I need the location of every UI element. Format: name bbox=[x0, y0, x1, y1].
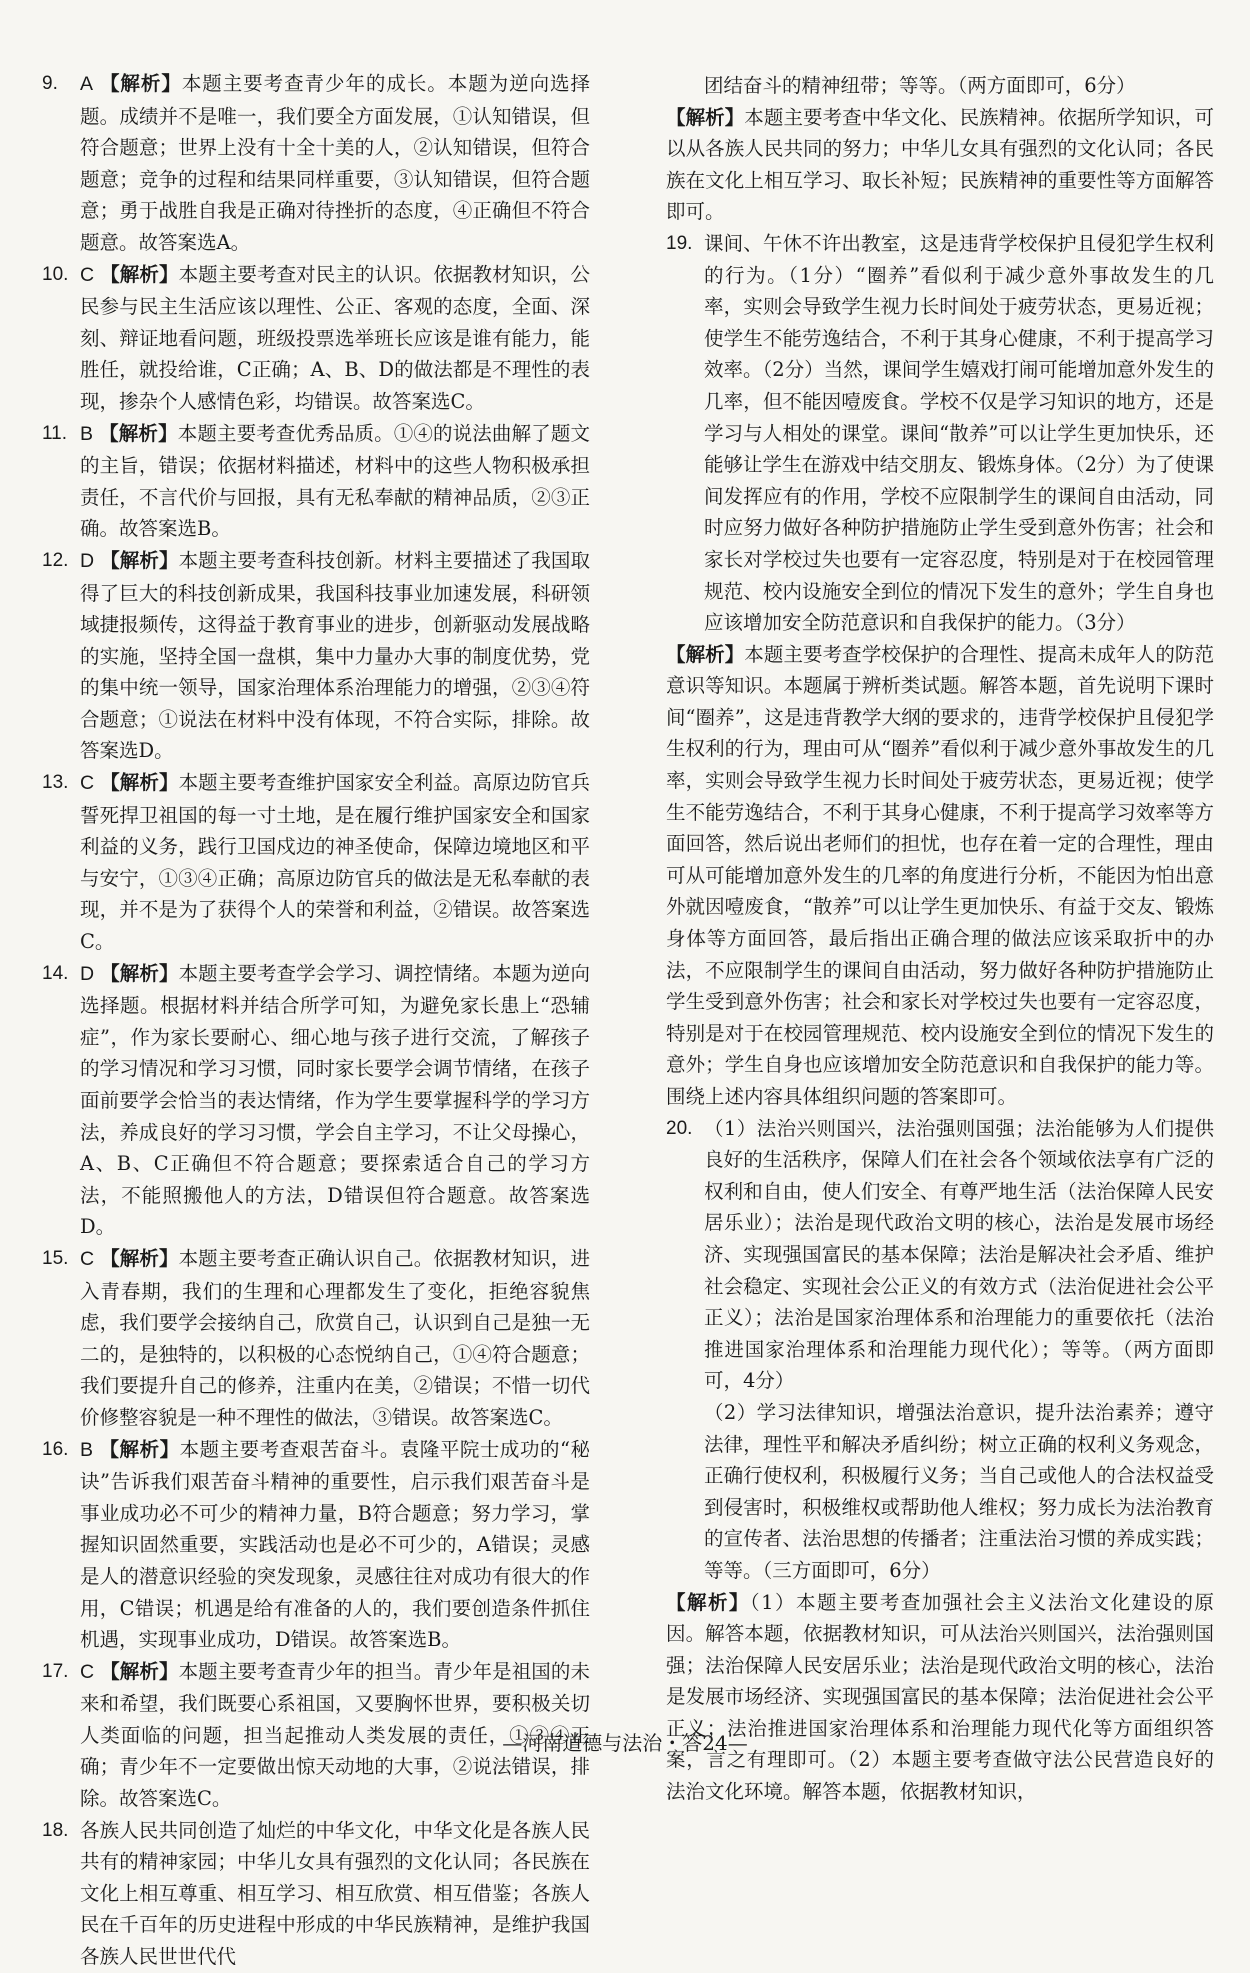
analysis-paragraph bbox=[666, 102, 1214, 228]
question-number: 20. bbox=[666, 1117, 693, 1139]
answer-letter: D bbox=[80, 549, 95, 572]
analysis-tag: 【解析】 bbox=[666, 1590, 750, 1614]
question-number: 16. bbox=[42, 1438, 69, 1460]
continued-text bbox=[666, 70, 1214, 102]
question-number: 19. bbox=[666, 232, 693, 254]
analysis-tag: 【解析】 bbox=[100, 961, 179, 985]
entry-text: 本题主要考查正确认识自己。依据教材知识，进入青春期，我们的生理和心理都发生了变化，拒绝容貌焦虑，我们要学会接纳自己，欣赏自己，认识到自己是独一无二的，是独特的，以积极的心态悦纳自己，①④符合题意；我们要提升自己的修养，注重内在美，②错误；不惜一切代价修整容貌是一种不理性的做法，③错误。故答案选C。 bbox=[80, 1246, 590, 1429]
entry-text: 本题主要考查科技创新。材料主要描述了我国取得了巨大的科技创新成果，我国科技事业加速发展，科研领域捷报频传，这得益于教育事业的进步，创新驱动发展战略的实施，坚持全国一盘棋，集中力量办大事的制度优势，党的集中统一领导，国家治理体系治理能力的增强，②③④符合题意；①说法在材料中没有体现，不符合实际，排除。故答案选D。 bbox=[80, 548, 590, 763]
answer-letter: C bbox=[80, 1660, 95, 1683]
answer-entry bbox=[666, 1113, 1214, 1397]
page-footer: —河南道德与法治・答24— bbox=[502, 1731, 748, 1755]
entry-text: 团结奋斗的精神纽带；等等。（两方面即可，6分） bbox=[704, 74, 1136, 97]
analysis-tag: 【解析】 bbox=[666, 105, 745, 129]
question-number: 17. bbox=[42, 1660, 69, 1682]
question-number: 11. bbox=[42, 422, 68, 444]
entry-text: （2）学习法律知识，增强法治意识，提升法治素养；遵守法律，理性平和解决矛盾纠纷；树立正确的权利义务观念，正确行使权利，积极履行义务；当自己或他人的合法权益受到侵害时，积极维权或帮助他人维权；努力成长为法治教育的宣传者、法治思想的传播者；注重法治习惯的养成实践；等等。（三方面即可，6分） bbox=[704, 1400, 1214, 1582]
question-number: 9. bbox=[42, 73, 58, 94]
entry-text: （1）法治兴则国兴，法治强则国强；法治能够为人们提供良好的生活秩序，保障人们在社会各个领域依法享有广泛的权利和自由，使人们安全、有尊严地生活（法治保障人民安居乐业）；法治是现代政治文明的核心，法治是发展市场经济、实现强国富民的基本保障；法治是解决社会矛盾、维护社会稳定、实现社会公正义的有效方式（法治促进社会公平正义）；法治是国家治理体系和治理能力的重要依托（法治推进国家治理体系和治理能力现代化）；等等。（两方面即可，4分） bbox=[704, 1116, 1214, 1393]
entry-text: 本题主要考查中华文化、民族精神。依据所学知识，可以从各族人民共同的努力；中华儿女具有强烈的文化认同；各民族在文化上相互学习、取长补短；民族精神的重要性等方面解答即可。 bbox=[666, 105, 1214, 224]
answer-letter: B bbox=[80, 1438, 94, 1461]
answer-entry bbox=[42, 418, 590, 545]
entry-text: 本题主要考查优秀品质。①④的说法曲解了题文的主旨，错误；依据材料描述，材料中的这些人物积极承担责任，不言代价与回报，具有无私奉献的精神品质，②③正确。故答案选B。 bbox=[80, 421, 590, 541]
answer-entry bbox=[42, 1434, 590, 1656]
answer-entry bbox=[42, 1243, 590, 1434]
entry-text: 本题主要考查青少年的担当。青少年是祖国的未来和希望，我们既要心系祖国，又要胸怀世界，要积极关切人类面临的问题，担当起推动人类发展的责任，①③④正确；青少年不一定要做出惊天动地的大事，②说法错误，排除。故答案选C。 bbox=[80, 1659, 590, 1811]
analysis-tag: 【解析】 bbox=[100, 771, 179, 795]
answer-letter: C bbox=[80, 263, 95, 286]
entry-text: （1）本题主要考查加强社会主义法治文化建设的原因。解答本题，依据教材知识，可从法治兴则国兴，法治强则国强；法治保障人民安居乐业；法治是现代政治文明的核心，法治是发展市场经济、实现强国富民的基本保障；法治促进社会公平正义；法治推进国家治理体系和治理能力现代化等方面组织答案，言之有理即可。（2）本题主要考查做守法公民营造良好的法治文化环境。解答本题，依据教材知识， bbox=[666, 1590, 1214, 1804]
answer-letter: C bbox=[80, 772, 95, 795]
entry-text: 各族人民共同创造了灿烂的中华文化，中华文化是各族人民共有的精神家园；中华儿女具有强烈的文化认同；各民族在文化上相互尊重、相互学习、相互欣赏、相互借鉴；各族人民在千百年的历史进程中形成的中华民族精神，是维护我国各族人民世世代代 bbox=[80, 1818, 590, 1969]
sub-answer bbox=[666, 1397, 1214, 1587]
left-column bbox=[42, 68, 590, 1973]
entry-text: 本题主要考查青少年的成长。本题为逆向选择题。成绩并不是唯一，我们要全方面发展，①认知错误，但符合题意；世界上没有十全十美的人，②认知错误，但符合题意；竞争的过程和结果同样重要，③认知错误，但符合题意；勇于战胜自我是正确对待挫折的态度，④正确但不符合题意。故答案选A。 bbox=[80, 72, 590, 254]
question-number: 18. bbox=[42, 1819, 69, 1841]
analysis-tag: 【解析】 bbox=[100, 262, 179, 286]
analysis-tag: 【解析】 bbox=[99, 72, 182, 95]
entry-text: 本题主要考查对民主的认识。依据教材知识，公民参与民主生活应该以理性、公正、客观的态度，全面、深刻、辩证地看问题，班级投票选举班长应该是谁有能力，能胜任，就投给谁，C正确；A、B、D的做法都是不理性的表现，掺杂个人感情色彩，均错误。故答案选C。 bbox=[80, 262, 590, 413]
answer-entry bbox=[666, 228, 1214, 639]
answer-entry bbox=[42, 68, 590, 259]
entry-text: 本题主要考查学校保护的合理性、提高未成年人的防范意识等知识。本题属于辨析类试题。解答本题，首先说明下课时间“圈养”，这是违背教学大纲的要求的，违背学校保护且侵犯学生权利的行为，理由可从“圈养”看似利于减少意外事故发生的几率，实则会导致学生视力长时间处于疲劳状态，更易近视；使学生不能劳逸结合，不利于其身心健康，不利于提高学习效率等方面回答，然后说出老师们的担忧，也存在着一定的合理性，理由可从可能增加意外发生的几率的角度进行分析，不能因为怕出意外就因噎废食，“散养”可以让学生更加快乐、有益于交友、锻炼身体等方面回答，最后指出正确合理的做法应该采取折中的办法，不应限制学生的课间自由活动，努力做好各种防护措施防止学生受到意外伤害；社会和家长对学校过失也要有一定容忍度，特别是对于在校园管理规范、校内设施安全到位的情况下发生的意外；学生自身也应该增加安全防范意识和自我保护的能力等。围绕上述内容具体组织问题的答案即可。 bbox=[666, 642, 1214, 1108]
answer-letter: A bbox=[80, 73, 94, 95]
question-number: 13. bbox=[42, 772, 69, 794]
analysis-tag: 【解析】 bbox=[666, 642, 745, 666]
answer-entry bbox=[42, 259, 590, 418]
question-number: 12. bbox=[42, 549, 69, 571]
question-number: 14. bbox=[42, 962, 69, 984]
answer-letter: D bbox=[80, 962, 95, 985]
analysis-tag: 【解析】 bbox=[100, 1246, 179, 1270]
answer-entry bbox=[42, 1815, 590, 1973]
entry-text: 课间、午休不许出教室，这是违背学校保护且侵犯学生权利的行为。（1分）“圈养”看似利于减少意外事故发生的几率，实则会导致学生视力长时间处于疲劳状态，更易近视；使学生不能劳逸结合，不利于其身心健康，不利于提高学习效率。（2分）当然，课间学生嬉戏打闹可能增加意外发生的几率，但不能因噎废食。学校不仅是学习知识的地方，还是学习与人相处的课堂。课间“散养”可以让学生更加快乐，还能够让学生在游戏中结交朋友、锻炼身体。（2分）为了使课间发挥应有的作用，学校不应限制学生的课间自由活动，同时应努力做好各种防护措施防止学生受到意外伤害；社会和家长对学校过失也要有一定容忍度，特别是对于在校园管理规范、校内设施安全到位的情况下发生的意外；学生自身也应该增加安全防范意识和自我保护的能力。（3分） bbox=[704, 231, 1214, 635]
answer-entry bbox=[42, 958, 590, 1243]
entry-text: 本题主要考查维护国家安全利益。高原边防官兵誓死捍卫祖国的每一寸土地，是在履行维护国家安全和国家利益的义务，践行卫国戍边的神圣使命，保障边境地区和平与安宁，①③④正确；高原边防官兵的做法是无私奉献的表现，并不是为了获得个人的荣誉和利益，②错误。故答案选C。 bbox=[80, 771, 590, 954]
answer-entry bbox=[42, 767, 590, 958]
right-column bbox=[666, 70, 1214, 1808]
entry-text: 本题主要考查学会学习、调控情绪。本题为逆向选择题。根据材料并结合所学可知，为避免家长患上“恐辅症”，作为家长要耐心、细心地与孩子进行交流，了解孩子的学习情况和学习习惯，同时家长要学会调节情绪，在孩子面前要学会恰当的表达情绪，作为学生要掌握科学的学习方法，养成良好的学习习惯，学会自主学习，不让父母操心，A、B、C正确但不符合题意；要探索适合自己的学习方法，不能照搬他人的方法，D错误但符合题意。故答案选D。 bbox=[80, 961, 590, 1239]
entry-text: 本题主要考查艰苦奋斗。袁隆平院士成功的“秘诀”告诉我们艰苦奋斗精神的重要性，启示我们艰苦奋斗是事业成功必不可少的精神力量，B符合题意；努力学习，掌握知识固然重要，实践活动也是必不可少的，A错误；灵感是人的潜意识经验的突发现象，灵感往往对成功有很大的作用，C错误；机遇是给有准备的人的，我们要创造条件抓住机遇，实现事业成功，D错误。故答案选B。 bbox=[80, 1437, 590, 1652]
answer-letter: C bbox=[80, 1247, 95, 1270]
answer-entry bbox=[42, 545, 590, 767]
analysis-tag: 【解析】 bbox=[100, 1659, 179, 1683]
analysis-tag: 【解析】 bbox=[100, 548, 179, 572]
analysis-paragraph bbox=[666, 1587, 1214, 1808]
analysis-tag: 【解析】 bbox=[99, 421, 178, 445]
answer-letter: B bbox=[80, 422, 94, 445]
analysis-tag: 【解析】 bbox=[99, 1437, 180, 1461]
question-number: 15. bbox=[42, 1247, 69, 1269]
analysis-paragraph bbox=[666, 639, 1214, 1113]
question-number: 10. bbox=[42, 263, 69, 285]
